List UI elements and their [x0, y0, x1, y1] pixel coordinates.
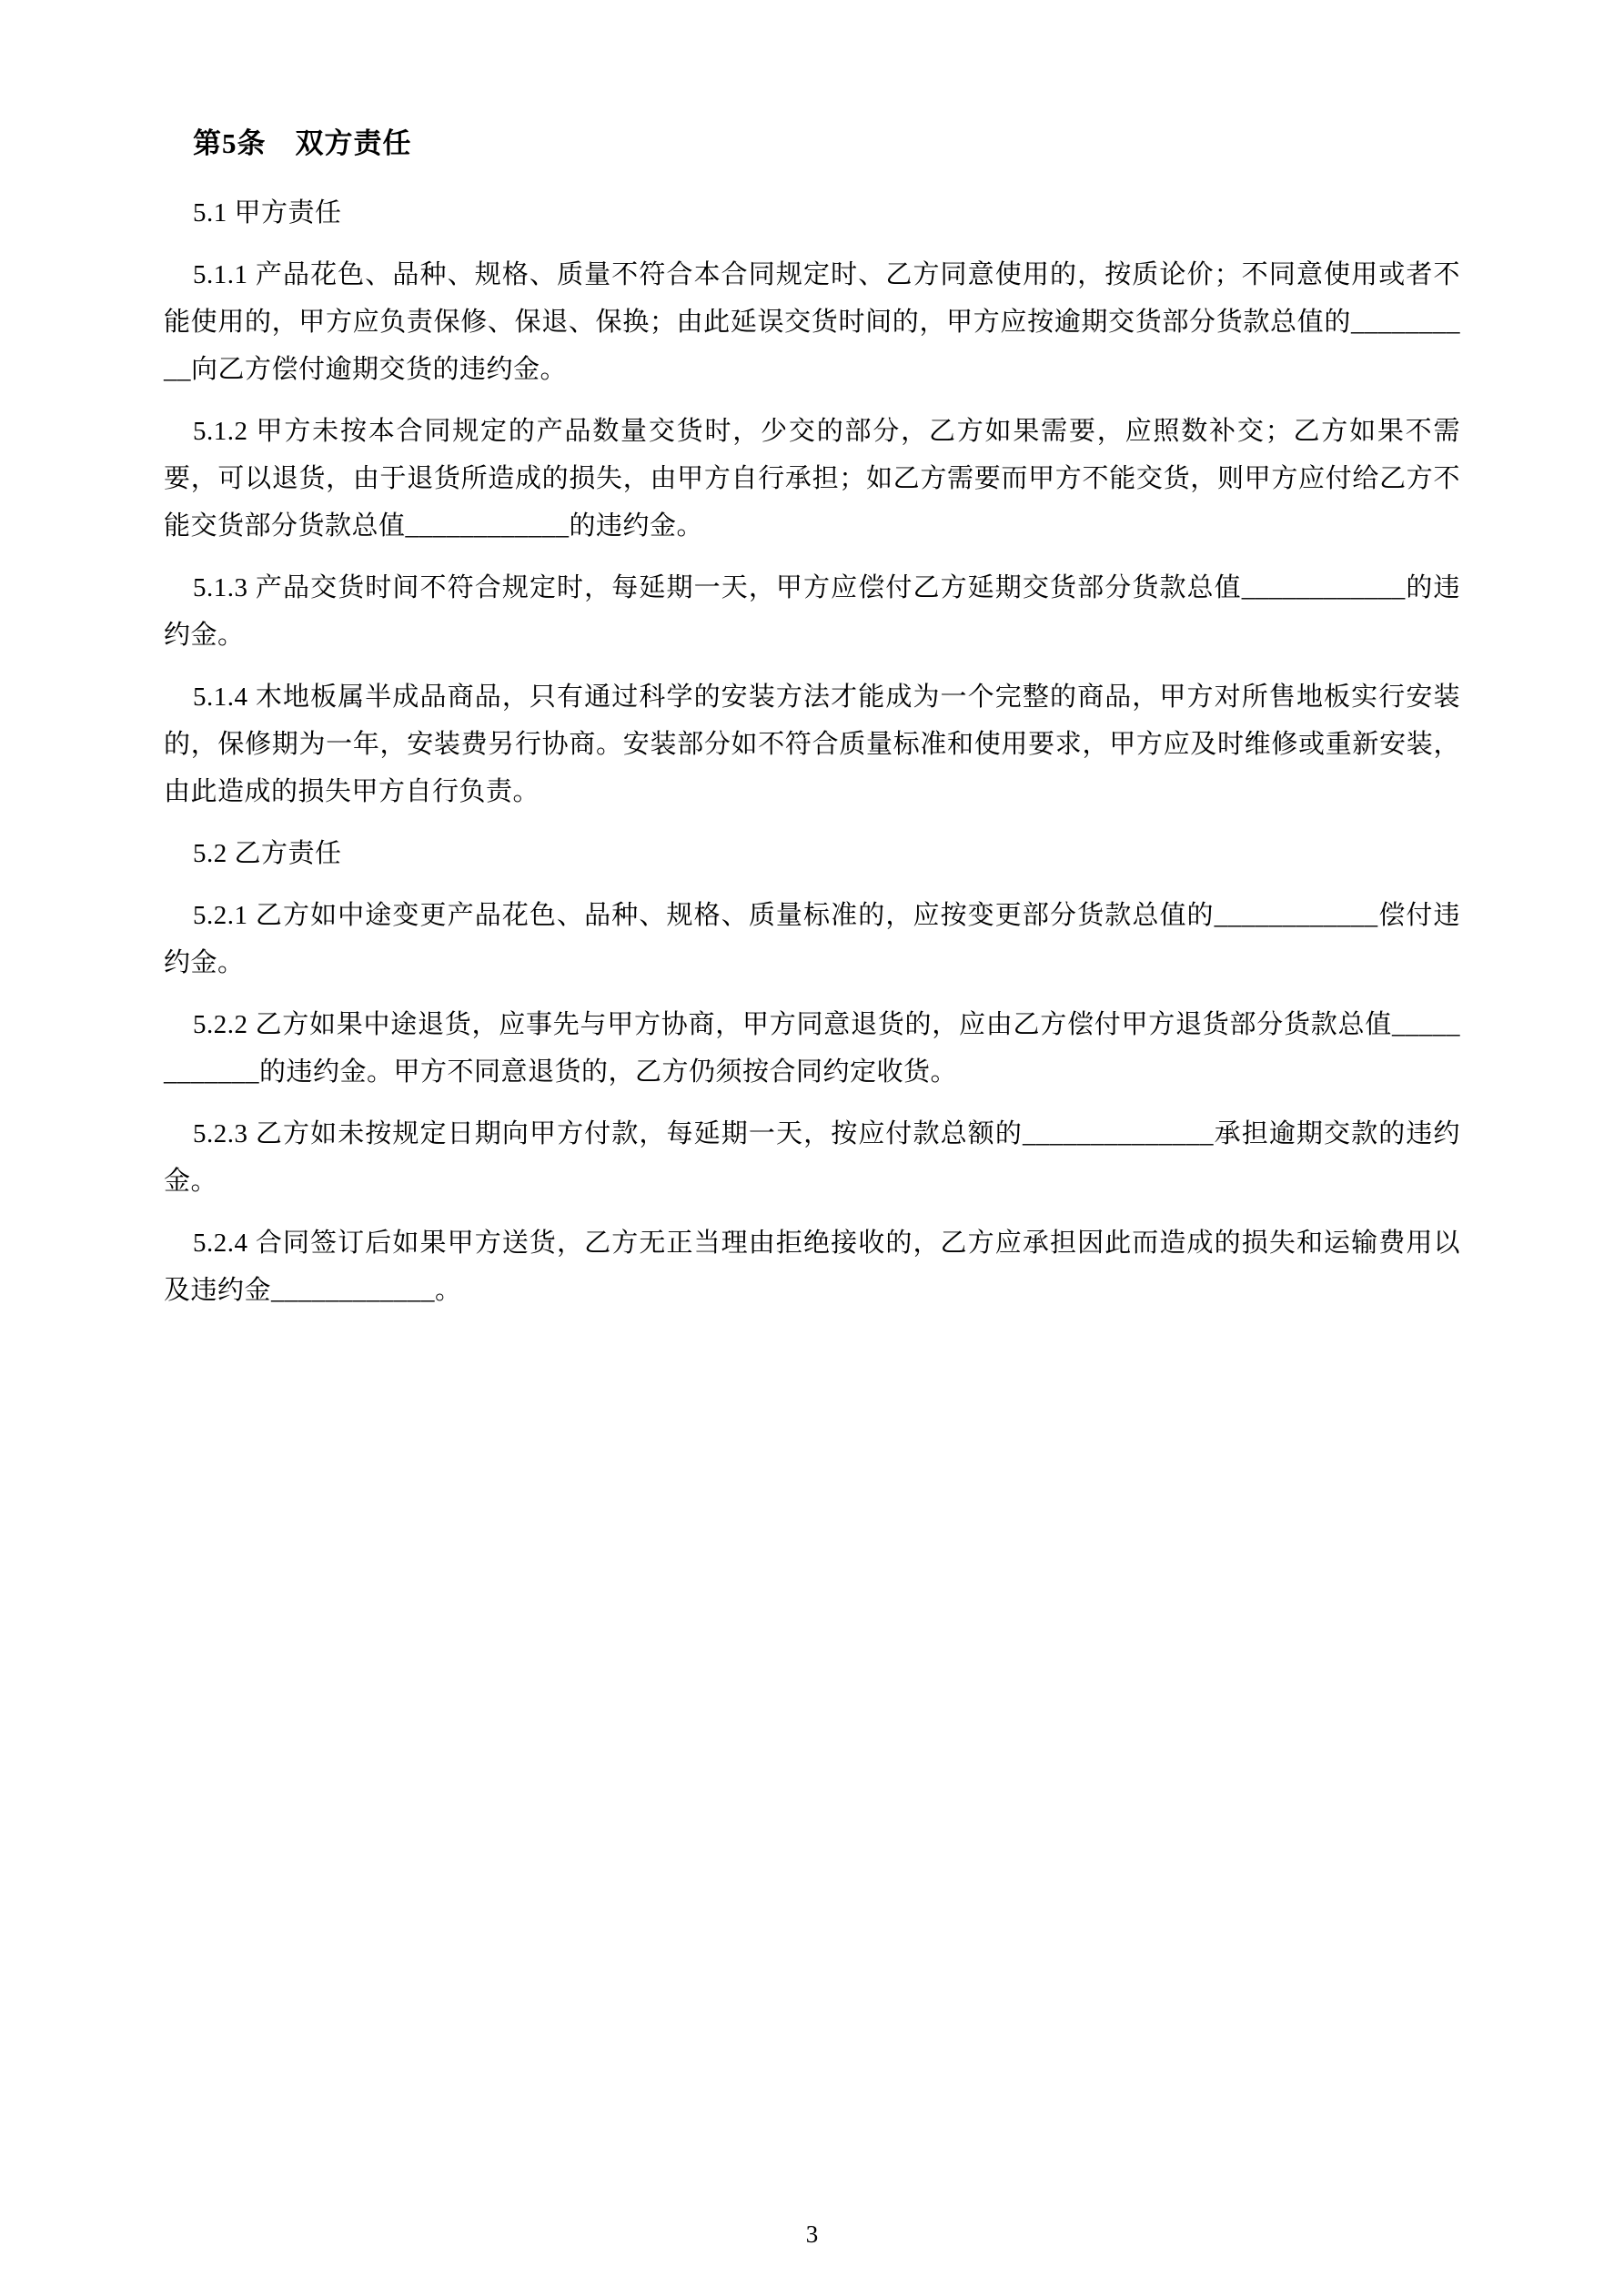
section-heading: 第5条 双方责任 — [193, 127, 412, 159]
para-5-2-2: 5.2.2 乙方如果中途退货，应事先与甲方协商，甲方同意退货的，应由乙方偿付甲方退货部分货款总值____________的违约金。甲方不同意退货的，乙方仍须按合同约定收货。 — [164, 1010, 1460, 1087]
para-5-2-3: 5.2.3 乙方如未按规定日期向甲方付款，每延期一天，按应付款总额的______________承担逾期交款的违约金。 — [164, 1119, 1460, 1196]
page-number: 3 — [805, 2220, 819, 2248]
para-5-2: 5.2 乙方责任 — [193, 839, 342, 868]
para-5-1: 5.1 甲方责任 — [193, 198, 342, 228]
para-5-1-4: 5.1.4 木地板属半成品商品，只有通过科学的安装方法才能成为一个完整的商品，甲方对所售地板实行安装的，保修期为一年，安装费另行协商。安装部分如不符合质量标准和使用要求，甲方应及时维修或重新安装，由此造成的损失甲方自行负责。 — [164, 683, 1460, 806]
para-5-1-1: 5.1.1 产品花色、品种、规格、质量不符合本合同规定时、乙方同意使用的，按质论价；不同意使用或者不能使用的，甲方应负责保修、保退、保换；由此延误交货时间的，甲方应按逾期交货部分货款总值的__________向乙方偿付逾期交货的违约金。 — [164, 260, 1460, 384]
para-5-2-1: 5.2.1 乙方如中途变更产品花色、品种、规格、质量标准的，应按变更部分货款总值的____________偿付违约金。 — [164, 901, 1460, 977]
para-5-2-4: 5.2.4 合同签订后如果甲方送货，乙方无正当理由拒绝接收的，乙方应承担因此而造成的损失和运输费用以及违约金____________。 — [164, 1229, 1460, 1305]
para-5-1-2: 5.1.2 甲方未按本合同规定的产品数量交货时，少交的部分，乙方如果需要，应照数补交；乙方如果不需要，可以退货，由于退货所造成的损失，由甲方自行承担；如乙方需要而甲方不能交货，则甲方应付给乙方不能交货部分货款总值____________的违约金。 — [164, 417, 1460, 541]
para-5-1-3: 5.1.3 产品交货时间不符合规定时，每延期一天，甲方应偿付乙方延期交货部分货款总值____________的违约金。 — [164, 573, 1460, 650]
